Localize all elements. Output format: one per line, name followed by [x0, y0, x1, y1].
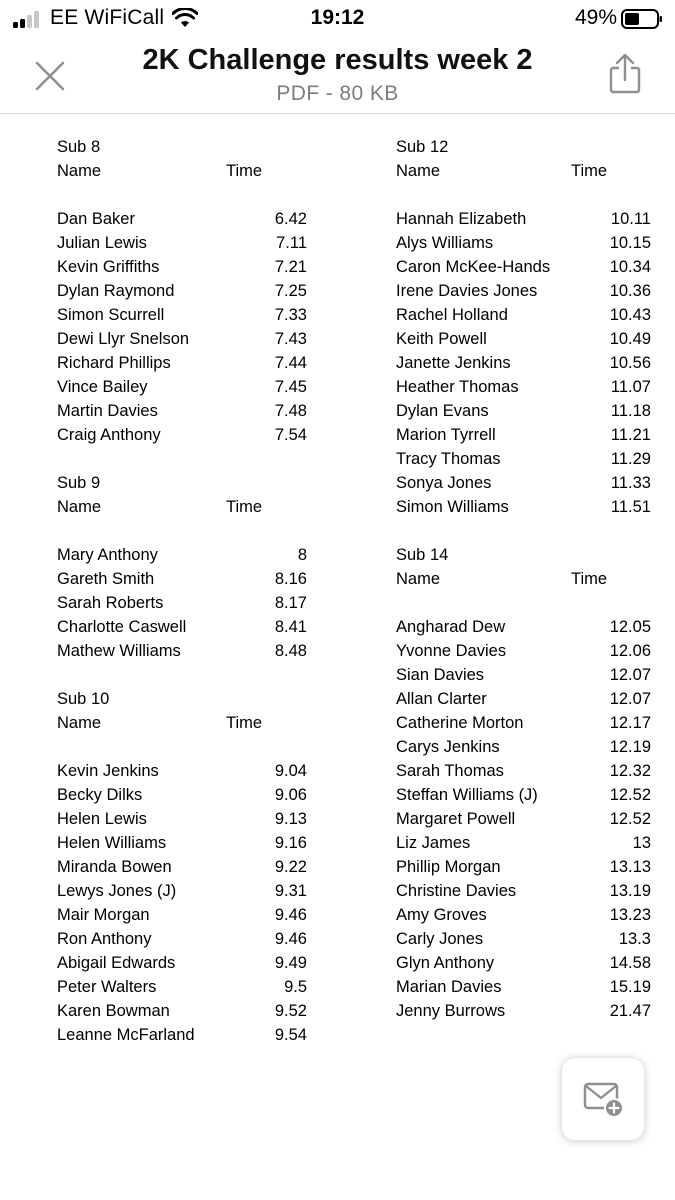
name-header: Name — [396, 162, 441, 180]
results-group-sub10 — [57, 687, 307, 1047]
viewer-header — [0, 38, 675, 114]
result-row — [396, 303, 651, 327]
results-group-sub9 — [57, 471, 307, 663]
result-row — [57, 375, 307, 399]
runner-time: 10.15 — [609, 234, 651, 252]
runner-time: 13.3 — [618, 930, 651, 948]
result-row — [57, 303, 307, 327]
result-row — [396, 207, 651, 231]
runner-time: 13.19 — [609, 882, 651, 900]
result-row — [57, 783, 307, 807]
runner-time: 8.41 — [274, 618, 307, 636]
time-header: Time — [226, 498, 263, 516]
runner-time: 12.07 — [609, 690, 651, 708]
runner-time: 12.07 — [609, 666, 651, 684]
runner-name: Sian Davies — [396, 666, 485, 684]
runner-name: Karen Bowman — [57, 1002, 170, 1020]
runner-time: 9.22 — [274, 858, 307, 876]
runner-name: Steffan Williams (J) — [396, 786, 538, 804]
runner-time: 11.21 — [610, 426, 651, 444]
runner-name: Mair Morgan — [57, 906, 150, 924]
runner-name: Catherine Morton — [396, 714, 524, 732]
name-header: Name — [57, 162, 102, 180]
time-header: Time — [571, 570, 608, 588]
result-row — [396, 231, 651, 255]
results-group-sub14 — [396, 543, 651, 1023]
document-title: 2K Challenge results week 2 — [142, 44, 533, 76]
runner-name: Kevin Jenkins — [57, 762, 159, 780]
name-header: Name — [396, 570, 441, 588]
time-header: Time — [226, 162, 263, 180]
group-title: Sub 9 — [57, 474, 101, 492]
group-title: Sub 14 — [396, 546, 449, 564]
pdf-page — [0, 114, 675, 1200]
runner-name: Mary Anthony — [57, 546, 158, 564]
runner-name: Carys Jenkins — [396, 738, 500, 756]
results-list — [396, 207, 651, 519]
group-title: Sub 12 — [396, 138, 449, 156]
runner-name: Becky Dilks — [57, 786, 143, 804]
result-row — [396, 759, 651, 783]
runner-time: 6.42 — [274, 210, 307, 228]
result-row — [396, 399, 651, 423]
result-row — [57, 831, 307, 855]
runner-name: Martin Davies — [57, 402, 158, 420]
runner-name: Craig Anthony — [57, 426, 161, 444]
result-row — [57, 903, 307, 927]
runner-name: Jenny Burrows — [396, 1002, 506, 1020]
result-row — [396, 999, 651, 1023]
result-row — [396, 447, 651, 471]
runner-name: Caron McKee-Hands — [396, 258, 551, 276]
runner-name: Mathew Williams — [57, 642, 181, 660]
runner-name: Miranda Bowen — [57, 858, 172, 876]
runner-time: 10.43 — [609, 306, 651, 324]
result-row — [396, 687, 651, 711]
result-row — [396, 807, 651, 831]
runner-time: 11.18 — [610, 402, 651, 420]
runner-time: 9.52 — [274, 1002, 307, 1020]
battery-icon — [621, 9, 663, 29]
runner-time: 10.11 — [610, 210, 651, 228]
result-row — [57, 927, 307, 951]
result-row — [396, 423, 651, 447]
result-row — [57, 255, 307, 279]
runner-name: Christine Davies — [396, 882, 517, 900]
group-title: Sub 10 — [57, 690, 110, 708]
result-row — [396, 663, 651, 687]
result-row — [57, 999, 307, 1023]
runner-time: 7.44 — [274, 354, 307, 372]
runner-time: 8.48 — [274, 642, 307, 660]
runner-name: Julian Lewis — [57, 234, 147, 252]
result-row — [396, 903, 651, 927]
time-header: Time — [226, 714, 263, 732]
runner-name: Dylan Evans — [396, 402, 489, 420]
runner-name: Sarah Roberts — [57, 594, 164, 612]
runner-name: Peter Walters — [57, 978, 157, 996]
result-row — [396, 327, 651, 351]
runner-time: 10.56 — [609, 354, 651, 372]
runner-time: 13 — [632, 834, 651, 852]
runner-name: Keith Powell — [396, 330, 487, 348]
status-time: 19:12 — [310, 6, 365, 29]
runner-time: 7.54 — [274, 426, 307, 444]
runner-time: 7.43 — [274, 330, 307, 348]
result-row — [396, 639, 651, 663]
runner-time: 13.23 — [609, 906, 651, 924]
runner-name: Angharad Dew — [396, 618, 506, 636]
results-list — [396, 615, 651, 1023]
runner-time: 9.16 — [274, 834, 307, 852]
runner-time: 12.05 — [609, 618, 651, 636]
result-row — [57, 807, 307, 831]
runner-time: 9.04 — [274, 762, 307, 780]
runner-name: Janette Jenkins — [396, 354, 511, 372]
runner-time: 8.16 — [274, 570, 307, 588]
runner-time: 7.33 — [274, 306, 307, 324]
name-header: Name — [57, 498, 102, 516]
result-row — [396, 951, 651, 975]
runner-name: Leanne McFarland — [57, 1026, 195, 1044]
name-header: Name — [57, 714, 102, 732]
runner-time: 14.58 — [609, 954, 651, 972]
result-row — [396, 615, 651, 639]
runner-time: 12.52 — [609, 810, 651, 828]
results-column-left — [57, 135, 307, 1071]
result-row — [57, 351, 307, 375]
runner-time: 9.46 — [274, 930, 307, 948]
result-row — [396, 255, 651, 279]
result-row — [396, 975, 651, 999]
results-group-sub12 — [396, 135, 651, 519]
column-header-row — [57, 495, 307, 519]
results-list — [57, 207, 307, 447]
runner-time: 10.49 — [609, 330, 651, 348]
runner-time: 9.54 — [274, 1026, 307, 1044]
runner-name: Simon Scurrell — [57, 306, 165, 324]
result-row — [57, 207, 307, 231]
runner-time: 9.46 — [274, 906, 307, 924]
runner-time: 10.34 — [609, 258, 651, 276]
runner-time: 11.33 — [610, 474, 651, 492]
result-row — [396, 711, 651, 735]
runner-name: Dewi Llyr Snelson — [57, 330, 190, 348]
runner-name: Allan Clarter — [396, 690, 487, 708]
runner-name: Rachel Holland — [396, 306, 508, 324]
result-row — [57, 543, 307, 567]
result-row — [396, 831, 651, 855]
runner-time: 9.49 — [274, 954, 307, 972]
result-row — [396, 927, 651, 951]
runner-name: Sarah Thomas — [396, 762, 504, 780]
result-row — [57, 855, 307, 879]
result-row — [396, 783, 651, 807]
result-row — [396, 351, 651, 375]
runner-time: 12.19 — [609, 738, 651, 756]
runner-time: 9.5 — [284, 978, 307, 996]
result-row — [396, 735, 651, 759]
runner-time: 11.29 — [610, 450, 651, 468]
results-list — [57, 759, 307, 1047]
runner-name: Yvonne Davies — [396, 642, 507, 660]
mail-add-icon — [582, 1080, 626, 1120]
runner-time: 12.52 — [609, 786, 651, 804]
result-row — [396, 375, 651, 399]
runner-name: Marion Tyrrell — [396, 426, 496, 444]
runner-name: Dylan Raymond — [57, 282, 175, 300]
runner-name: Vince Bailey — [57, 378, 148, 396]
column-header-row — [57, 159, 307, 183]
result-row — [57, 567, 307, 591]
runner-time: 11.51 — [610, 498, 651, 516]
result-row — [57, 951, 307, 975]
runner-time: 15.19 — [609, 978, 651, 996]
result-row — [396, 879, 651, 903]
results-column-right — [396, 135, 651, 1047]
runner-name: Heather Thomas — [396, 378, 519, 396]
runner-name: Richard Phillips — [57, 354, 171, 372]
runner-name: Lewys Jones (J) — [57, 882, 177, 900]
runner-name: Ron Anthony — [57, 930, 152, 948]
runner-name: Abigail Edwards — [57, 954, 176, 972]
status-bar — [0, 0, 675, 38]
results-group-sub8 — [57, 135, 307, 447]
runner-name: Gareth Smith — [57, 570, 155, 588]
runner-time: 7.11 — [276, 234, 307, 252]
runner-name: Alys Williams — [396, 234, 494, 252]
runner-time: 9.13 — [274, 810, 307, 828]
result-row — [57, 399, 307, 423]
runner-time: 7.48 — [274, 402, 307, 420]
runner-time: 8 — [297, 546, 307, 564]
runner-name: Helen Lewis — [57, 810, 147, 828]
runner-time: 7.45 — [274, 378, 307, 396]
column-header-row — [396, 567, 651, 591]
result-row — [57, 975, 307, 999]
result-row — [57, 423, 307, 447]
document-subtitle: PDF - 80 KB — [276, 82, 399, 105]
runner-time: 13.13 — [609, 858, 651, 876]
result-row — [57, 639, 307, 663]
runner-name: Simon Williams — [396, 498, 509, 516]
runner-name: Carly Jones — [396, 930, 484, 948]
result-row — [57, 615, 307, 639]
runner-name: Glyn Anthony — [396, 954, 495, 972]
runner-name: Helen Williams — [57, 834, 167, 852]
result-row — [57, 327, 307, 351]
share-icon — [605, 52, 645, 96]
runner-time: 8.17 — [274, 594, 307, 612]
time-header: Time — [571, 162, 608, 180]
runner-name: Kevin Griffiths — [57, 258, 160, 276]
runner-time: 21.47 — [609, 1002, 651, 1020]
runner-name: Margaret Powell — [396, 810, 516, 828]
runner-name: Amy Groves — [396, 906, 487, 924]
column-header-row — [57, 711, 307, 735]
share-button[interactable] — [605, 52, 645, 96]
runner-name: Hannah Elizabeth — [396, 210, 527, 228]
result-row — [396, 495, 651, 519]
result-row — [57, 231, 307, 255]
runner-name: Phillip Morgan — [396, 858, 501, 876]
result-row — [57, 879, 307, 903]
runner-name: Irene Davies Jones — [396, 282, 538, 300]
result-row — [396, 279, 651, 303]
runner-time: 9.31 — [274, 882, 307, 900]
runner-time: 9.06 — [274, 786, 307, 804]
runner-time: 12.06 — [609, 642, 651, 660]
runner-time: 7.25 — [274, 282, 307, 300]
column-header-row — [396, 159, 651, 183]
result-row — [57, 591, 307, 615]
runner-time: 7.21 — [274, 258, 307, 276]
runner-name: Tracy Thomas — [396, 450, 501, 468]
result-row — [57, 759, 307, 783]
result-row — [396, 855, 651, 879]
runner-time: 12.32 — [609, 762, 651, 780]
result-row — [396, 471, 651, 495]
results-list — [57, 543, 307, 663]
result-row — [57, 279, 307, 303]
runner-name: Marian Davies — [396, 978, 502, 996]
result-row — [57, 1023, 307, 1047]
runner-name: Sonya Jones — [396, 474, 492, 492]
runner-time: 12.17 — [609, 714, 651, 732]
runner-time: 10.36 — [609, 282, 651, 300]
runner-name: Dan Baker — [57, 210, 135, 228]
runner-name: Liz James — [396, 834, 471, 852]
mail-add-button[interactable] — [561, 1057, 645, 1141]
battery-percent: 49% — [574, 6, 617, 29]
runner-name: Charlotte Caswell — [57, 618, 187, 636]
carrier-label: EE WiFiCall — [50, 6, 165, 29]
runner-time: 11.07 — [610, 378, 651, 396]
group-title: Sub 8 — [57, 138, 101, 156]
